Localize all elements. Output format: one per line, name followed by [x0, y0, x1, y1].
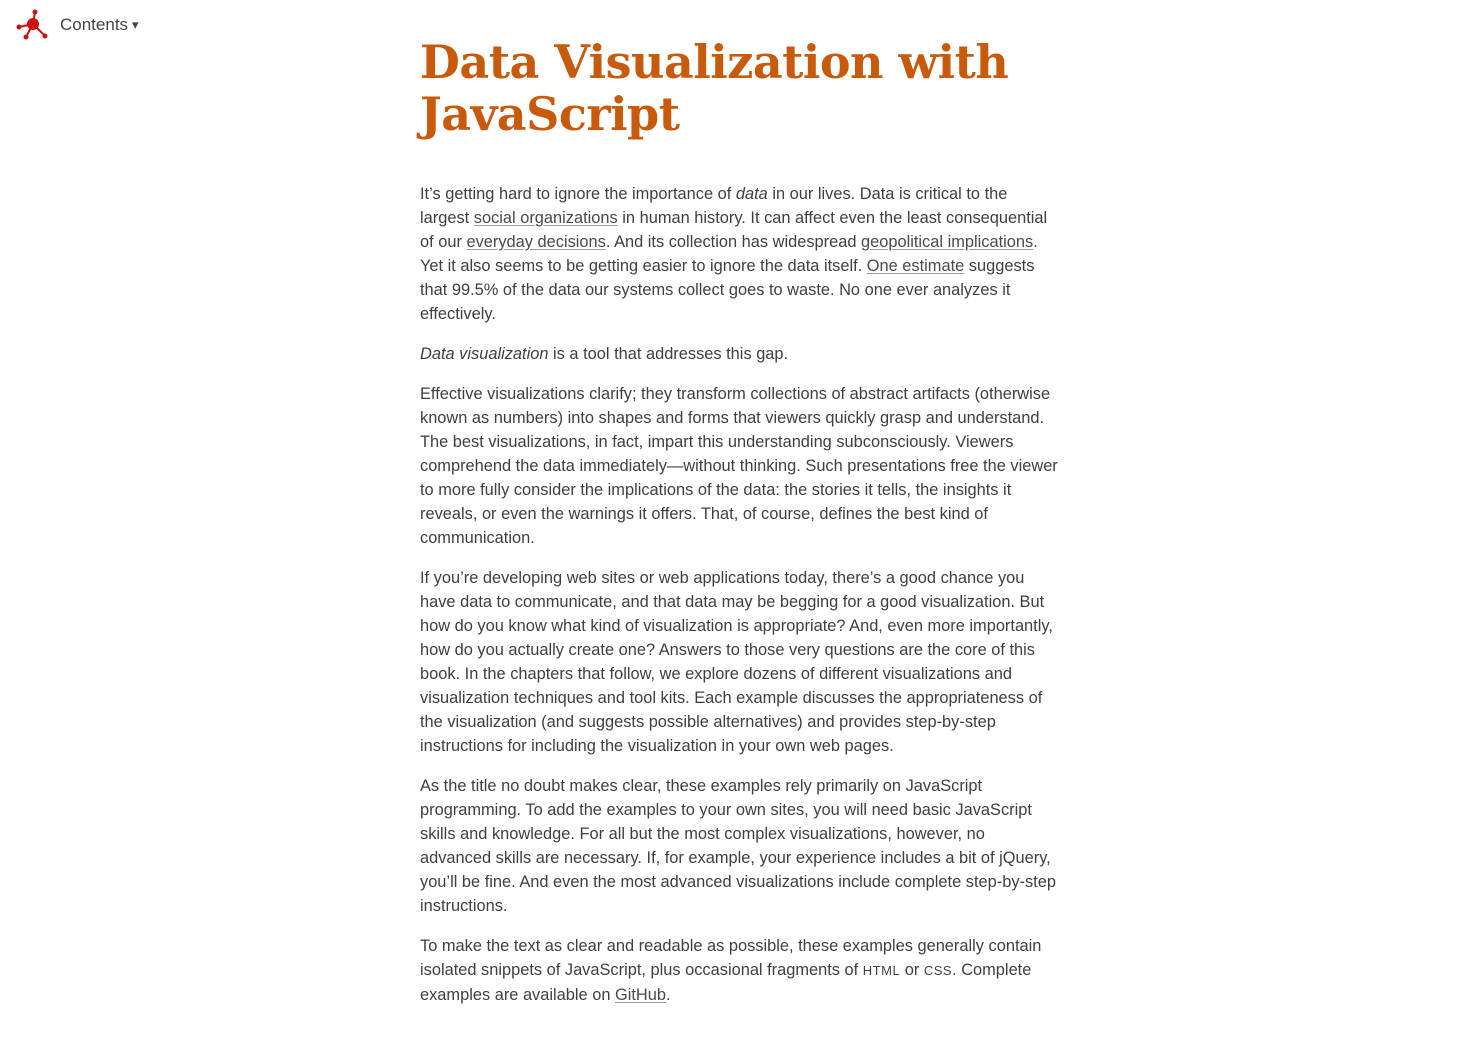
contents-label: Contents	[60, 15, 129, 34]
chevron-down-icon: ▾	[132, 17, 139, 32]
emphasis-data-visualization: Data visualization	[420, 345, 549, 363]
text-span: To make the text as clear and readable as possible, these examples generally contain isolated snippets of JavaScript, plus occasional fragments of	[420, 937, 1042, 979]
top-navigation	[16, 8, 139, 42]
contents-menu-button[interactable]	[60, 15, 139, 35]
text-span: or	[900, 961, 924, 979]
paragraph-examples	[420, 934, 1060, 1007]
text-span: in human history. It can affect even the least consequential of our	[420, 209, 1048, 251]
text-span: It’s getting hard to ignore the importance of	[420, 185, 736, 203]
paragraph-javascript: As the title no doubt makes clear, these examples rely primarily on JavaScript programming. To add the examples to your own sites, you will need basic JavaScript skills and knowledge. For all but the most complex visualizations, however, no advanced skills are necessary. If, for example, your experience includes a bit of jQuery, you’ll be fine. And even the most advanced visualizations include complete step-by-step instructions.	[420, 777, 1056, 915]
text-span: suggests that 99.5% of the data our systems collect goes to waste. No one ever analyzes it effectively.	[420, 257, 1035, 323]
link-github[interactable]: GitHub	[614, 986, 666, 1004]
article	[420, 36, 1060, 1023]
text-span: . Yet it also seems to be getting easier to ignore the data itself.	[420, 233, 1038, 275]
paragraph-data-visualization	[420, 342, 1060, 366]
emphasis-data: data	[735, 185, 768, 203]
paragraph-effective-visualizations: Effective visualizations clarify; they transform collections of abstract artifacts (otherwise known as numbers) into shapes and forms that viewers quickly grasp and understand. The best visualizations, in fact, impart this understanding subconsciously. Viewers comprehend the data immediately—without thinking. Such presentations free the viewer to more fully consider the implications of the data: the stories it tells, the insights it reveals, or even the warnings it offers. That, of course, defines the best kind of communication.	[420, 385, 1058, 547]
link-social-organizations[interactable]: social organizations	[473, 209, 618, 227]
link-one-estimate[interactable]: One estimate	[866, 257, 965, 275]
smallcaps-html: HTML	[862, 963, 901, 978]
text-span: in our lives. Data is critical to the largest	[420, 185, 1008, 227]
text-span: .	[666, 986, 671, 1004]
page-title: Data Visualization with JavaScript	[420, 35, 1009, 141]
text-span: . Complete examples are available on	[420, 961, 1032, 1004]
link-geopolitical-implications[interactable]: geopolitical implications	[861, 233, 1034, 251]
text-span: is a tool that addresses this gap.	[548, 345, 789, 363]
paragraph-intro	[420, 182, 1060, 326]
paragraph-web-developers: If you’re developing web sites or web applications today, there’s a good chance you have data to communicate, and that data may be begging for a good visualization. But how do you know what kind of visualization is appropriate? And, even more importantly, how do you actually create one? Answers to those very questions are the core of this book. In the chapters that follow, we explore dozens of different visualizations and visualization techniques and tool kits. Each example discusses the appropriateness of the visualization (and suggests possible alternatives) and provides step-by-step instructions for including the visualization in your own web pages.	[420, 569, 1053, 755]
text-span: . And its collection has widespread	[605, 233, 861, 251]
network-node-icon[interactable]	[16, 9, 48, 41]
smallcaps-css: CSS	[923, 963, 953, 978]
link-everyday-decisions[interactable]: everyday decisions	[466, 233, 606, 251]
